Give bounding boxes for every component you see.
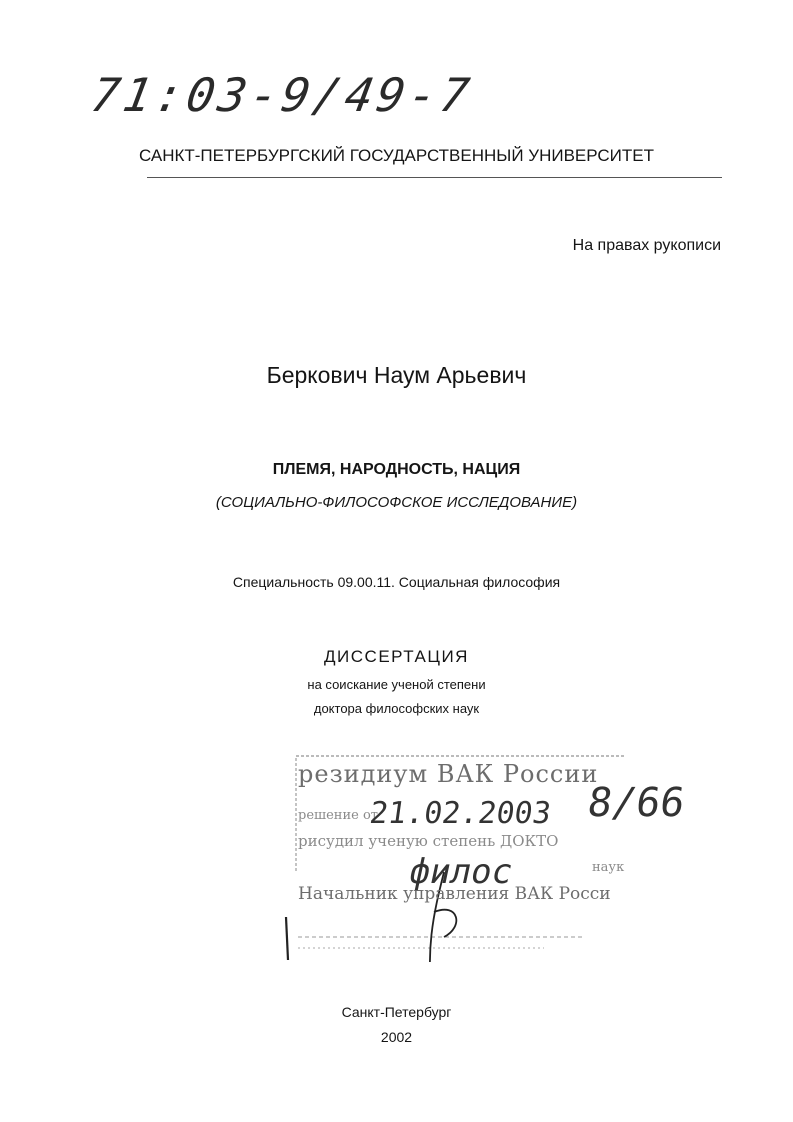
header-divider bbox=[147, 177, 722, 178]
university-name: САНКТ-ПЕТЕРБУРГСКИЙ ГОСУДАРСТВЕННЫЙ УНИВЕРСИТЕТ bbox=[138, 146, 655, 165]
author-name: Беркович Наум Арьевич bbox=[266, 362, 527, 388]
stamp-line-presidium: резидиум ВАК России bbox=[298, 760, 599, 788]
signature-stroke-left bbox=[286, 917, 288, 960]
degree-line-1: на соискание ученой степени bbox=[307, 677, 486, 692]
dissertation-title: ПЛЕМЯ, НАРОДНОСТЬ, НАЦИЯ bbox=[272, 461, 521, 478]
handwritten-stamp-word: филос bbox=[405, 852, 517, 892]
stamp-line-decision: решение от bbox=[298, 808, 378, 823]
stamp-line-head: Начальник управления ВАК Росси bbox=[298, 884, 611, 904]
handwritten-stamp-number: 8/66 bbox=[584, 780, 688, 826]
specialty-line: Специальность 09.00.11. Социальная философия bbox=[232, 574, 561, 590]
document-type: ДИССЕРТАЦИЯ bbox=[324, 647, 469, 666]
degree-line-2: доктора философских наук bbox=[313, 701, 480, 716]
handwritten-stamp-date: 21.02.2003 bbox=[367, 796, 554, 831]
manuscript-rights-note: На правах рукописи bbox=[572, 237, 721, 254]
stamp-line-sciences: наук bbox=[592, 860, 625, 875]
dissertation-subtitle: (СОЦИАЛЬНО-ФИЛОСОФСКОЕ ИССЛЕДОВАНИЕ) bbox=[215, 494, 578, 511]
stamp-line-degree: рисудил ученую степень ДОКТО bbox=[298, 832, 559, 850]
year: 2002 bbox=[380, 1029, 413, 1045]
city: Санкт-Петербург bbox=[341, 1004, 452, 1020]
handwritten-archive-number: 71:03-9/49-7 bbox=[87, 68, 478, 122]
